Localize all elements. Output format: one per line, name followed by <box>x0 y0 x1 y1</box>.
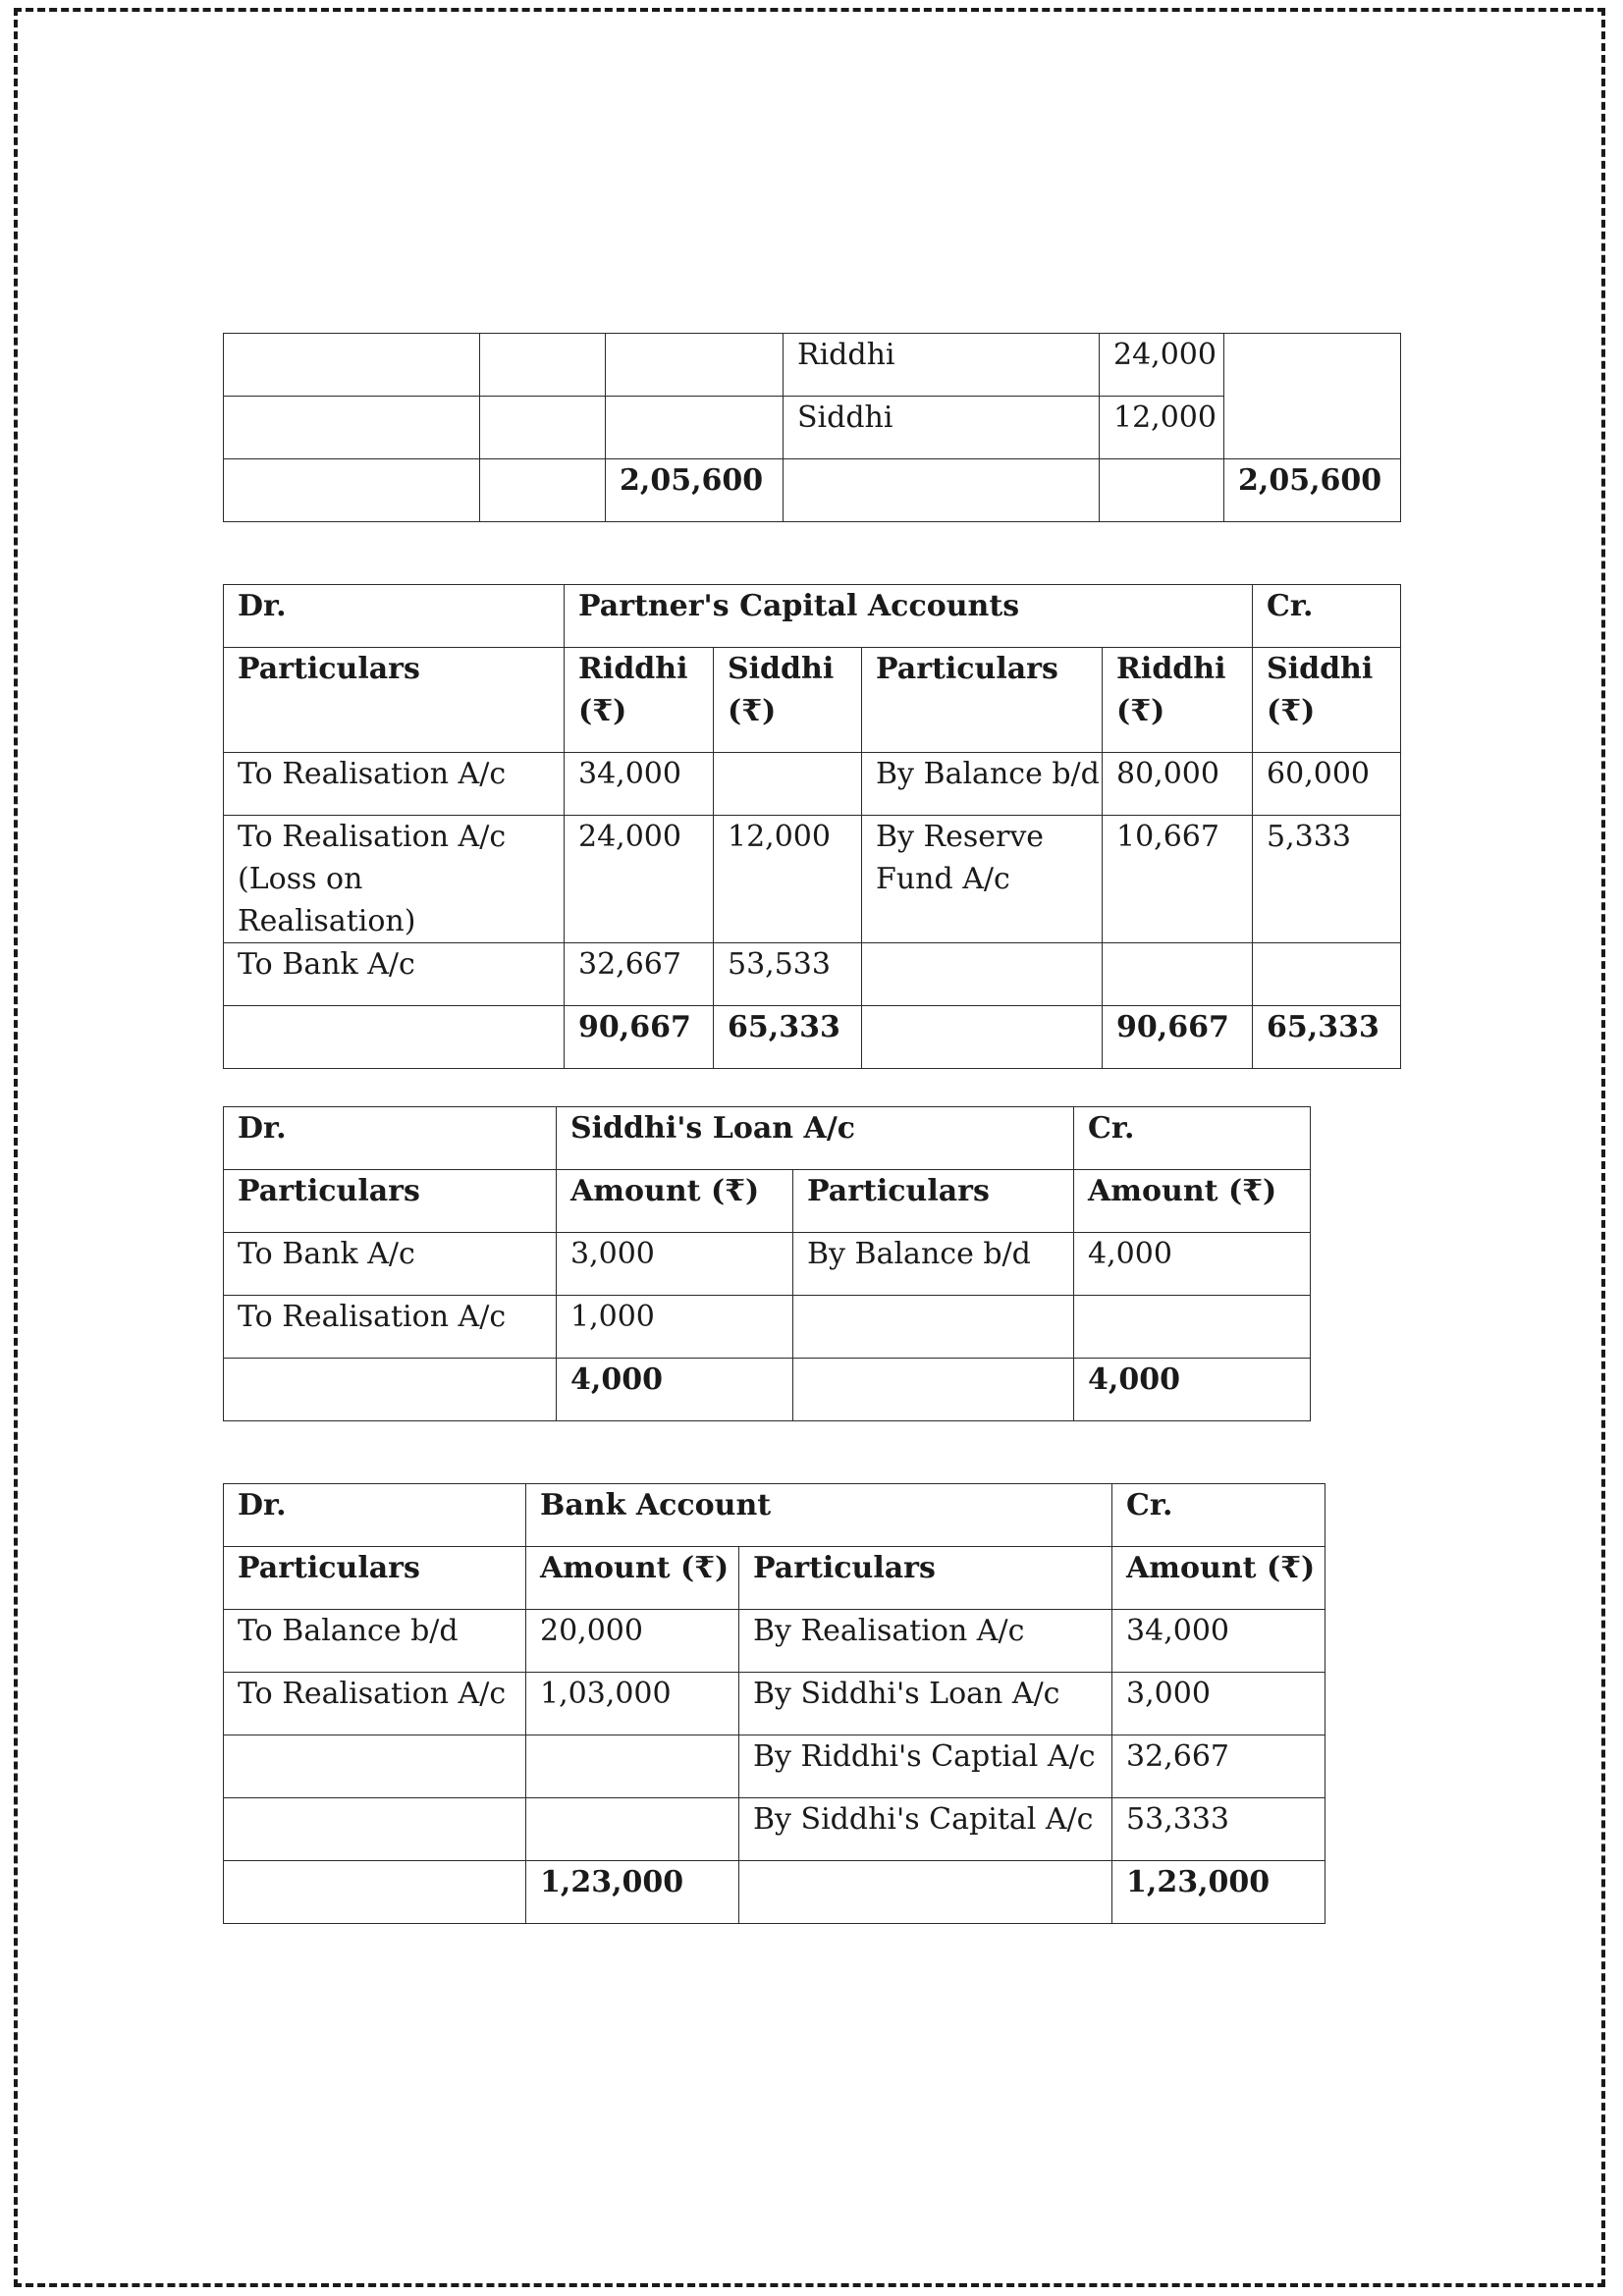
table-row <box>224 753 1401 816</box>
table-row <box>224 1233 1311 1296</box>
cell-empty <box>224 397 480 459</box>
title-row <box>224 585 1401 648</box>
dr-amount: 1,000 <box>557 1296 793 1359</box>
dr-amount: 1,03,000 <box>526 1673 739 1735</box>
cell-empty <box>606 397 784 459</box>
dr-siddhi <box>714 753 862 816</box>
header-row <box>224 1547 1325 1610</box>
credit-amount: 12,000 <box>1100 397 1224 459</box>
header-particulars-right: Particulars <box>862 648 1103 753</box>
header-riddhi-right: Riddhi (₹) <box>1103 648 1253 753</box>
total-row <box>224 459 1401 522</box>
total-row <box>224 1861 1325 1924</box>
dr-siddhi: 53,533 <box>714 943 862 1006</box>
partners-capital-accounts-table <box>223 584 1401 1069</box>
cr-amount: 32,667 <box>1112 1735 1325 1798</box>
dr-amount <box>526 1798 739 1861</box>
dr-particulars: To Realisation A/c <box>224 1296 557 1359</box>
title-row <box>224 1484 1325 1547</box>
table-row <box>224 334 1401 397</box>
cr-particulars: By Siddhi's Capital A/c <box>739 1798 1112 1861</box>
table-row <box>224 943 1401 1006</box>
cr-label: Cr. <box>1074 1107 1311 1170</box>
dr-label: Dr. <box>224 1484 526 1547</box>
cell-empty <box>224 1861 526 1924</box>
cr-riddhi: 80,000 <box>1103 753 1253 816</box>
dr-amount: 20,000 <box>526 1610 739 1673</box>
header-particulars-right: Particulars <box>793 1170 1074 1233</box>
cell-empty <box>793 1359 1074 1421</box>
total-dr-amount: 4,000 <box>557 1359 793 1421</box>
total-cr-riddhi: 90,667 <box>1103 1006 1253 1069</box>
cr-siddhi: 5,333 <box>1253 816 1401 943</box>
cr-siddhi: 60,000 <box>1253 753 1401 816</box>
header-particulars-left: Particulars <box>224 1547 526 1610</box>
table-row <box>224 816 1401 943</box>
cell-empty <box>784 459 1100 522</box>
total-row <box>224 1359 1311 1421</box>
cr-particulars: By Siddhi's Loan A/c <box>739 1673 1112 1735</box>
table-row <box>224 397 1401 459</box>
cr-particulars: By Balance b/d <box>862 753 1103 816</box>
cell-empty <box>224 1359 557 1421</box>
cr-particulars: By Realisation A/c <box>739 1610 1112 1673</box>
realisation-account-tail-table <box>223 333 1401 522</box>
cell-empty <box>739 1861 1112 1924</box>
dr-particulars <box>224 1798 526 1861</box>
cr-particulars <box>862 943 1103 1006</box>
dr-label: Dr. <box>224 585 565 648</box>
cell-empty <box>480 397 606 459</box>
header-riddhi-left: Riddhi (₹) <box>565 648 714 753</box>
cr-riddhi <box>1103 943 1253 1006</box>
cell-empty <box>1100 459 1224 522</box>
table-row <box>224 1673 1325 1735</box>
cr-particulars: By Balance b/d <box>793 1233 1074 1296</box>
cr-amount <box>1074 1296 1311 1359</box>
header-amount-right: Amount (₹) <box>1112 1547 1325 1610</box>
total-debit: 2,05,600 <box>606 459 784 522</box>
cr-particulars <box>793 1296 1074 1359</box>
cr-label: Cr. <box>1253 585 1401 648</box>
header-amount-left: Amount (₹) <box>557 1170 793 1233</box>
total-row <box>224 1006 1401 1069</box>
dr-riddhi: 24,000 <box>565 816 714 943</box>
total-dr-riddhi: 90,667 <box>565 1006 714 1069</box>
table-row <box>224 1296 1311 1359</box>
title-row <box>224 1107 1311 1170</box>
dr-amount: 3,000 <box>557 1233 793 1296</box>
credit-label: Siddhi <box>784 397 1100 459</box>
cell-empty <box>480 459 606 522</box>
dr-particulars: To Realisation A/c <box>224 753 565 816</box>
dr-particulars: To Realisation A/c <box>224 1673 526 1735</box>
credit-label: Riddhi <box>784 334 1100 397</box>
account-title: Bank Account <box>526 1484 1112 1547</box>
cr-particulars: By Riddhi's Captial A/c <box>739 1735 1112 1798</box>
dr-siddhi: 12,000 <box>714 816 862 943</box>
total-credit: 2,05,600 <box>1224 459 1401 522</box>
account-title: Partner's Capital Accounts <box>565 585 1253 648</box>
total-cr-siddhi: 65,333 <box>1253 1006 1401 1069</box>
credit-amount: 24,000 <box>1100 334 1224 397</box>
cr-label: Cr. <box>1112 1484 1325 1547</box>
account-title: Siddhi's Loan A/c <box>557 1107 1074 1170</box>
cr-riddhi: 10,667 <box>1103 816 1253 943</box>
cell-empty <box>224 1006 565 1069</box>
cr-particulars: By Reserve Fund A/c <box>862 816 1103 943</box>
total-dr-siddhi: 65,333 <box>714 1006 862 1069</box>
cr-amount: 3,000 <box>1112 1673 1325 1735</box>
cr-amount: 53,333 <box>1112 1798 1325 1861</box>
dr-label: Dr. <box>224 1107 557 1170</box>
cell-empty <box>606 334 784 397</box>
cr-siddhi <box>1253 943 1401 1006</box>
cell-empty <box>1224 334 1401 397</box>
dr-riddhi: 32,667 <box>565 943 714 1006</box>
dr-particulars: To Realisation A/c (Loss on Realisation) <box>224 816 565 943</box>
siddhis-loan-account-table <box>223 1106 1311 1421</box>
cell-empty <box>862 1006 1103 1069</box>
header-siddhi-left: Siddhi (₹) <box>714 648 862 753</box>
header-particulars-left: Particulars <box>224 1170 557 1233</box>
total-dr-amount: 1,23,000 <box>526 1861 739 1924</box>
header-particulars-right: Particulars <box>739 1547 1112 1610</box>
cr-amount: 4,000 <box>1074 1233 1311 1296</box>
cell-empty <box>1224 397 1401 459</box>
table-row <box>224 1798 1325 1861</box>
cell-empty <box>480 334 606 397</box>
total-cr-amount: 1,23,000 <box>1112 1861 1325 1924</box>
header-row <box>224 648 1401 753</box>
header-row <box>224 1170 1311 1233</box>
dr-riddhi: 34,000 <box>565 753 714 816</box>
header-amount-right: Amount (₹) <box>1074 1170 1311 1233</box>
cell-empty <box>224 459 480 522</box>
dr-particulars <box>224 1735 526 1798</box>
header-particulars-left: Particulars <box>224 648 565 753</box>
dr-particulars: To Bank A/c <box>224 943 565 1006</box>
dr-particulars: To Bank A/c <box>224 1233 557 1296</box>
cr-amount: 34,000 <box>1112 1610 1325 1673</box>
dr-particulars: To Balance b/d <box>224 1610 526 1673</box>
header-amount-left: Amount (₹) <box>526 1547 739 1610</box>
cell-empty <box>224 334 480 397</box>
total-cr-amount: 4,000 <box>1074 1359 1311 1421</box>
table-row <box>224 1610 1325 1673</box>
bank-account-table <box>223 1483 1325 1924</box>
header-siddhi-right: Siddhi (₹) <box>1253 648 1401 753</box>
dr-amount <box>526 1735 739 1798</box>
table-row <box>224 1735 1325 1798</box>
